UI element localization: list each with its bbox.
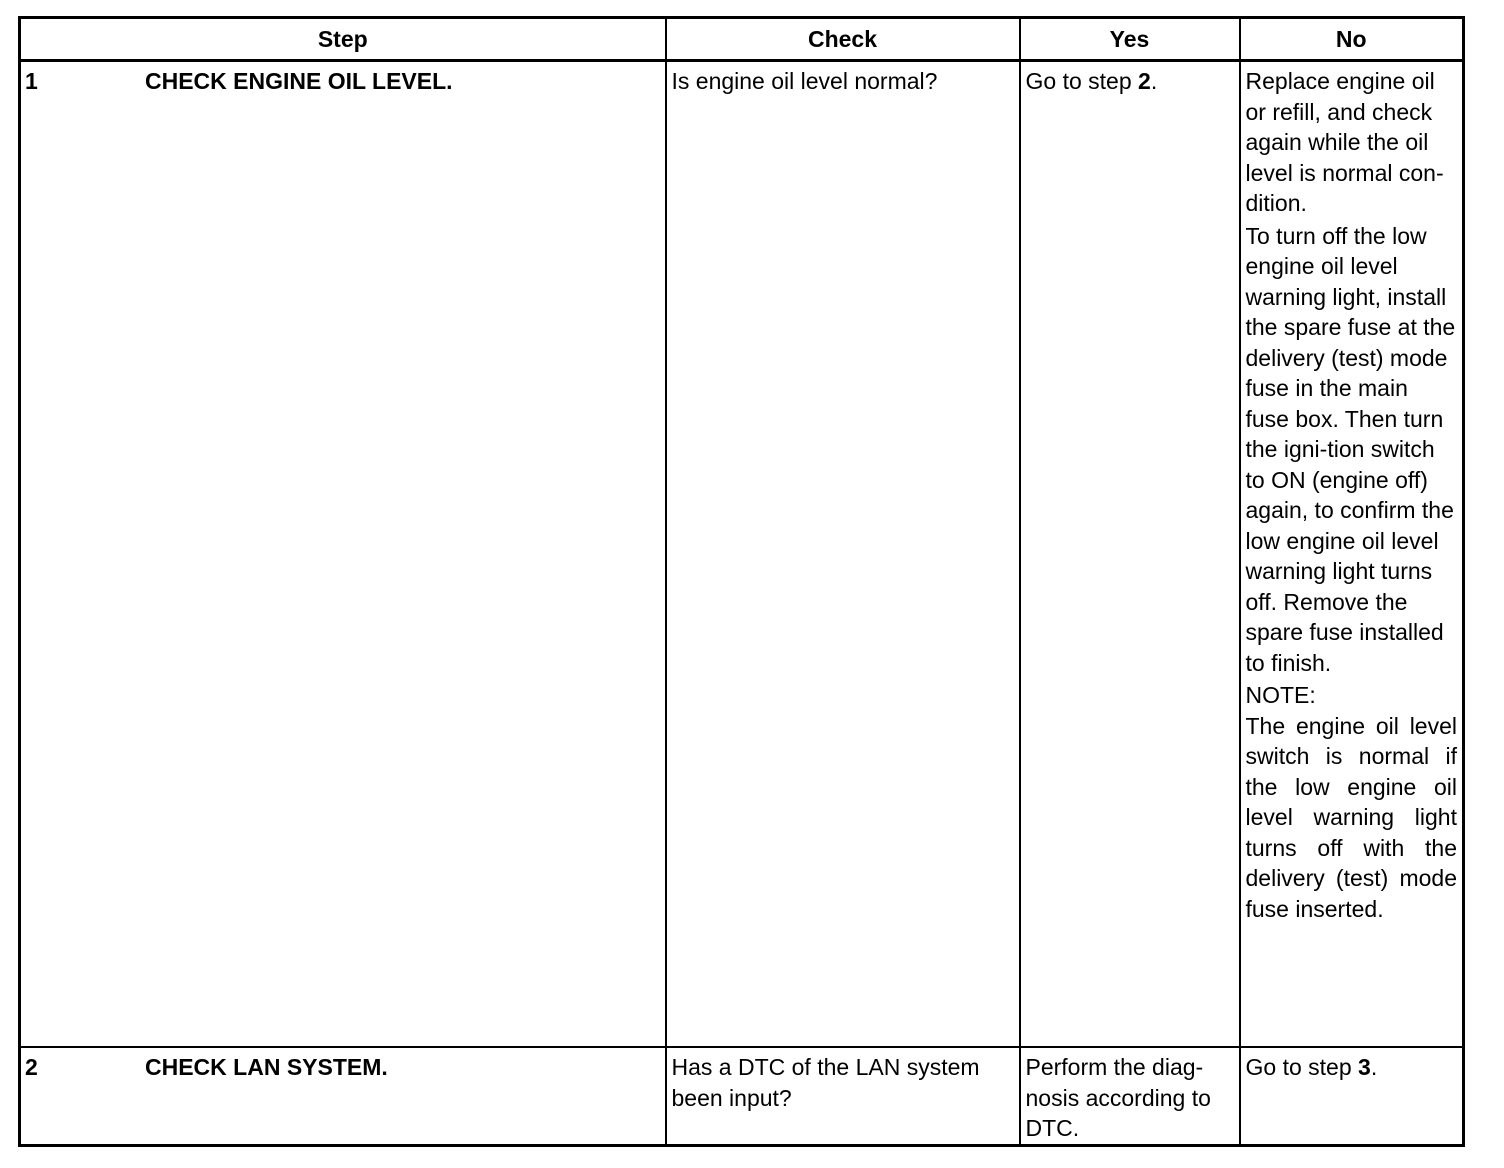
step-cell	[20, 61, 666, 1048]
no-paragraph-2: To turn off the low engine oil level warning light, install the spare fuse at the delivery (test) mode fuse in the main fuse box. Then turn the igni-tion switch to ON (engine off) again, to confirm the low engine oil level warning light turns off. Remove the spare fuse installed to finish.	[1245, 222, 1456, 676]
no-paragraph-1: Replace engine oil or refill, and check again while the oil level is normal con-dition.	[1245, 68, 1444, 216]
yes-text: Perform the diag-nosis according to DTC.	[1025, 1054, 1211, 1141]
check-cell	[666, 1047, 1020, 1145]
yes-cell	[1020, 61, 1240, 1048]
step-number: 1	[25, 68, 38, 94]
note-label: NOTE:	[1245, 682, 1316, 708]
diagnostic-table	[18, 16, 1465, 1147]
yes-cell	[1020, 1047, 1240, 1145]
yes-suffix: .	[1150, 68, 1158, 94]
yes-step-ref: 2	[1138, 68, 1151, 94]
step-cell	[20, 1047, 666, 1145]
header-no: No	[1240, 18, 1464, 61]
step-number: 2	[25, 1054, 38, 1080]
table-row	[20, 61, 1464, 1048]
no-text	[1241, 1048, 1463, 1083]
header-row	[20, 18, 1464, 61]
yes-prefix: Go to step	[1025, 68, 1139, 94]
check-text: Is engine oil level normal?	[671, 68, 938, 94]
no-step-ref: 3	[1358, 1054, 1371, 1080]
no-suffix: .	[1370, 1054, 1378, 1080]
table-row	[20, 1047, 1464, 1145]
check-cell	[666, 61, 1020, 1048]
no-cell	[1240, 61, 1464, 1048]
no-prefix: Go to step	[1245, 1054, 1359, 1080]
step-title: CHECK LAN SYSTEM.	[145, 1054, 388, 1080]
header-check: Check	[666, 18, 1020, 61]
no-cell	[1240, 1047, 1464, 1145]
step-title: CHECK ENGINE OIL LEVEL.	[145, 68, 453, 94]
header-step: Step	[20, 18, 666, 61]
no-text	[1241, 62, 1463, 924]
header-yes: Yes	[1020, 18, 1240, 61]
check-text: Has a DTC of the LAN system been input?	[671, 1054, 980, 1111]
note-text: The engine oil level switch is normal if the low engine oil level warning light turns off with the delivery (test) mode fuse inserted.	[1245, 712, 1457, 922]
yes-text	[1021, 62, 1239, 97]
